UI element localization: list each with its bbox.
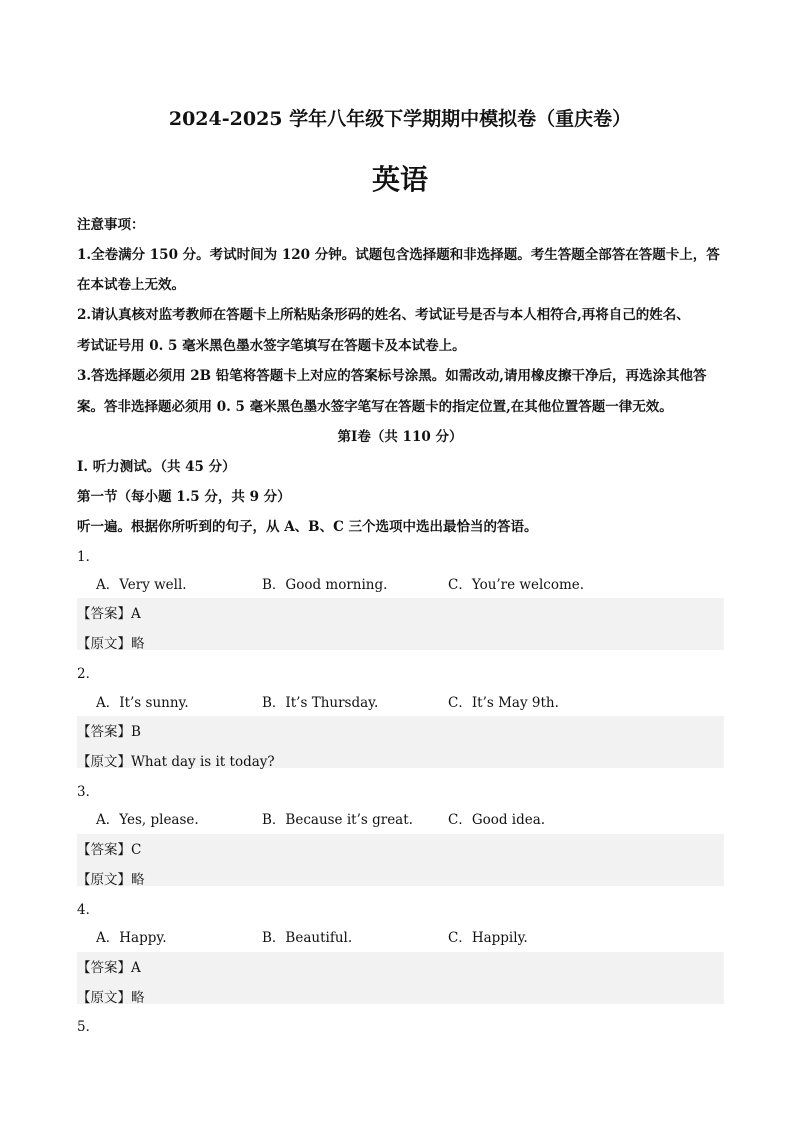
source-line: 【原文】略 (77, 636, 145, 652)
question-number: 5． (77, 1019, 100, 1035)
notes-line: 2.请认真核对监考教师在答题卡上所粘贴条形码的姓名、考试证号是否与本人相符合,再将自己的姓名、 (77, 307, 690, 323)
option-b: B．Beautiful. (262, 930, 353, 946)
option-b: B．Because it’s great. (262, 812, 413, 828)
answer-line: 【答案】B (77, 724, 141, 740)
subpart-heading: 第一节（每小题 1.5 分，共 9 分） (77, 489, 291, 505)
question-number: 4． (77, 902, 100, 918)
option-b: B．Good morning. (262, 577, 388, 593)
answer-line: 【答案】A (77, 960, 141, 976)
answer-box (77, 834, 724, 886)
notes-line: 3.答选择题必须用 2B 铅笔将答题卡上对应的答案标号涂黑。如需改动,请用橡皮擦干净后，再选涂其他答 (77, 368, 707, 384)
question-number: 3． (77, 784, 100, 800)
question-number: 2． (77, 666, 100, 682)
answer-box (77, 952, 724, 1004)
subject-title: 英语 (371, 163, 428, 196)
option-c: C．Good idea. (448, 812, 546, 828)
notes-heading: 注意事项： (77, 217, 145, 233)
option-c: C．Happily. (448, 930, 528, 946)
notes-line: 案。答非选择题必须用 0. 5 毫米黑色墨水签字笔写在答题卡的指定位置,在其他位置答题一律无效。 (77, 399, 673, 415)
notes-line: 在本试卷上无效。 (77, 277, 185, 293)
volume-heading: 第Ⅰ卷（共 110 分） (337, 429, 463, 445)
source-line: 【原文】略 (77, 990, 145, 1006)
question-number: 1． (77, 549, 100, 565)
option-c: C．It’s May 9th. (448, 695, 559, 711)
source-line: 【原文】What day is it today? (77, 754, 275, 770)
source-line: 【原文】略 (77, 872, 145, 888)
option-a: A．Happy. (96, 930, 167, 946)
part-heading: I. 听力测试。（共 45 分） (77, 459, 236, 475)
answer-line: 【答案】C (77, 842, 142, 858)
option-c: C．You’re welcome. (448, 577, 585, 593)
option-a: A．Yes, please. (96, 812, 199, 828)
option-b: B．It’s Thursday. (262, 695, 379, 711)
instruction: 听一遍。根据你所听到的句子，从 A、B、C 三个选项中选出最恰当的答语。 (77, 519, 538, 535)
exam-title: 2024-2025 学年八年级下学期期中模拟卷（重庆卷） (168, 108, 632, 130)
option-a: A．It’s sunny. (96, 695, 189, 711)
option-a: A．Very well. (96, 577, 187, 593)
answer-line: 【答案】A (77, 606, 141, 622)
notes-line: 1.全卷满分 150 分。考试时间为 120 分钟。试题包含选择题和非选择题。考生答题全部答在答题卡上，答 (77, 247, 720, 263)
answer-box (77, 598, 724, 650)
notes-line: 考试证号用 0. 5 毫米黑色墨水签字笔填写在答题卡及本试卷上。 (77, 338, 466, 354)
